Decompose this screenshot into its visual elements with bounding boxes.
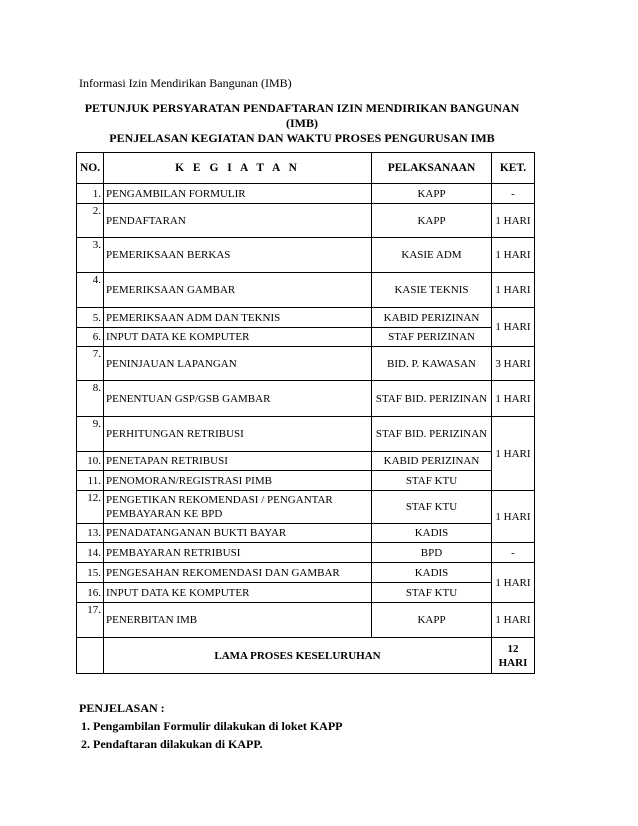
penjelasan-note: 2. Pendaftaran dilakukan di KAPP. [81, 737, 263, 751]
table-row [77, 347, 535, 381]
row-pelaksanaan: KAPP [372, 204, 492, 238]
row-ket: 1 HARI [492, 238, 535, 273]
table-row [77, 184, 535, 204]
table-row [77, 328, 535, 347]
row-pelaksanaan: STAF KTU [372, 491, 492, 524]
header-pelaksanaan: PELAKSANAAN [372, 153, 492, 184]
table-row [77, 381, 535, 417]
row-kegiatan: PENENTUAN GSP/GSB GAMBAR [104, 381, 372, 417]
row-kegiatan: PENADATANGANAN BUKTI BAYAR [104, 524, 372, 543]
row-pelaksanaan: STAF BID. PERIZINAN [372, 381, 492, 417]
row-ket: 3 HARI [492, 347, 535, 381]
table-row [77, 273, 535, 308]
row-pelaksanaan: KADIS [372, 563, 492, 583]
penjelasan-note: 1. Pengambilan Formulir dilakukan di loket KAPP [81, 719, 343, 733]
penjelasan-section [79, 699, 342, 753]
row-no: 11. [77, 471, 104, 491]
row-ket: 1 HARI [492, 491, 535, 543]
row-pelaksanaan: KAPP [372, 603, 492, 638]
row-no: 1. [77, 184, 104, 204]
table-row [77, 583, 535, 603]
row-kegiatan: PENOMORAN/REGISTRASI PIMB [104, 471, 372, 491]
row-kegiatan: INPUT DATA KE KOMPUTER [104, 583, 372, 603]
row-pelaksanaan: KABID PERIZINAN [372, 452, 492, 471]
row-ket: - [492, 543, 535, 563]
row-no: 3. [77, 238, 104, 273]
row-no: 5. [77, 308, 104, 328]
row-kegiatan: PENINJAUAN LAPANGAN [104, 347, 372, 381]
table-row [77, 238, 535, 273]
table-row [77, 524, 535, 543]
table-row [77, 452, 535, 471]
row-ket: 1 HARI [492, 308, 535, 347]
row-kegiatan: PENGAMBILAN FORMULIR [104, 184, 372, 204]
row-no: 4. [77, 273, 104, 308]
total-label: LAMA PROSES KESELURUHAN [104, 638, 492, 674]
row-pelaksanaan: KASIE ADM [372, 238, 492, 273]
row-pelaksanaan: KAPP [372, 184, 492, 204]
row-pelaksanaan: BPD [372, 543, 492, 563]
row-pelaksanaan: STAF KTU [372, 583, 492, 603]
header-ket: KET. [492, 153, 535, 184]
row-ket: 1 HARI [492, 603, 535, 638]
table-header-row [77, 153, 535, 184]
row-kegiatan: PENERBITAN IMB [104, 603, 372, 638]
row-kegiatan: PEMBAYARAN RETRIBUSI [104, 543, 372, 563]
total-row [77, 638, 535, 674]
row-kegiatan: PENGESAHAN REKOMENDASI DAN GAMBAR [104, 563, 372, 583]
row-ket: 1 HARI [492, 417, 535, 491]
row-ket: 1 HARI [492, 563, 535, 603]
table-row [77, 543, 535, 563]
row-no: 8. [77, 381, 104, 417]
total-ket: 12 HARI [492, 638, 535, 674]
header-kegiatan: K E G I A T A N [104, 153, 372, 184]
row-no: 15. [77, 563, 104, 583]
document-subtitle: Informasi Izin Mendirikan Bangunan (IMB) [79, 76, 292, 90]
kegiatan-table [76, 152, 535, 674]
row-no: 9. [77, 417, 104, 452]
row-pelaksanaan: STAF BID. PERIZINAN [372, 417, 492, 452]
row-ket: 1 HARI [492, 273, 535, 308]
row-kegiatan: PENETAPAN RETRIBUSI [104, 452, 372, 471]
row-pelaksanaan: KADIS [372, 524, 492, 543]
row-ket: 1 HARI [492, 381, 535, 417]
row-no: 7. [77, 347, 104, 381]
row-kegiatan: PENDAFTARAN [104, 204, 372, 238]
row-no: 2. [77, 204, 104, 238]
row-no: 14. [77, 543, 104, 563]
heading-1-line-2: (IMB) [286, 116, 318, 130]
heading-1-line-1: PETUNJUK PERSYARATAN PENDAFTARAN IZIN MENDIRIKAN BANGUNAN [84, 101, 520, 115]
row-kegiatan: PEMERIKSAAN BERKAS [104, 238, 372, 273]
table-row [77, 563, 535, 583]
row-kegiatan: PENGETIKAN REKOMENDASI / PENGANTAR PEMBAYARAN KE BPD [104, 491, 372, 524]
row-no: 12. [77, 491, 104, 524]
row-no: 16. [77, 583, 104, 603]
table-row [77, 417, 535, 452]
row-no: 13. [77, 524, 104, 543]
row-pelaksanaan: STAF KTU [372, 471, 492, 491]
table-row [77, 204, 535, 238]
row-no: 6. [77, 328, 104, 347]
penjelasan-title: PENJELASAN : [79, 701, 165, 715]
total-no-cell [77, 638, 104, 674]
row-pelaksanaan: KASIE TEKNIS [372, 273, 492, 308]
row-ket: 1 HARI [492, 204, 535, 238]
row-kegiatan: PEMERIKSAAN GAMBAR [104, 273, 372, 308]
table-row [77, 471, 535, 491]
row-kegiatan: PERHITUNGAN RETRIBUSI [104, 417, 372, 452]
header-no: NO. [77, 153, 104, 184]
row-kegiatan: INPUT DATA KE KOMPUTER [104, 328, 372, 347]
table-row [77, 308, 535, 328]
row-no: 17. [77, 603, 104, 638]
table-row [77, 491, 535, 524]
table-row [77, 603, 535, 638]
document-heading-1 [64, 101, 540, 131]
row-no: 10. [77, 452, 104, 471]
row-kegiatan: PEMERIKSAAN ADM DAN TEKNIS [104, 308, 372, 328]
row-ket: - [492, 184, 535, 204]
document-heading-2: PENJELASAN KEGIATAN DAN WAKTU PROSES PENGURUSAN IMB [109, 131, 495, 145]
row-pelaksanaan: KABID PERIZINAN [372, 308, 492, 328]
row-pelaksanaan: STAF PERIZINAN [372, 328, 492, 347]
row-pelaksanaan: BID. P. KAWASAN [372, 347, 492, 381]
